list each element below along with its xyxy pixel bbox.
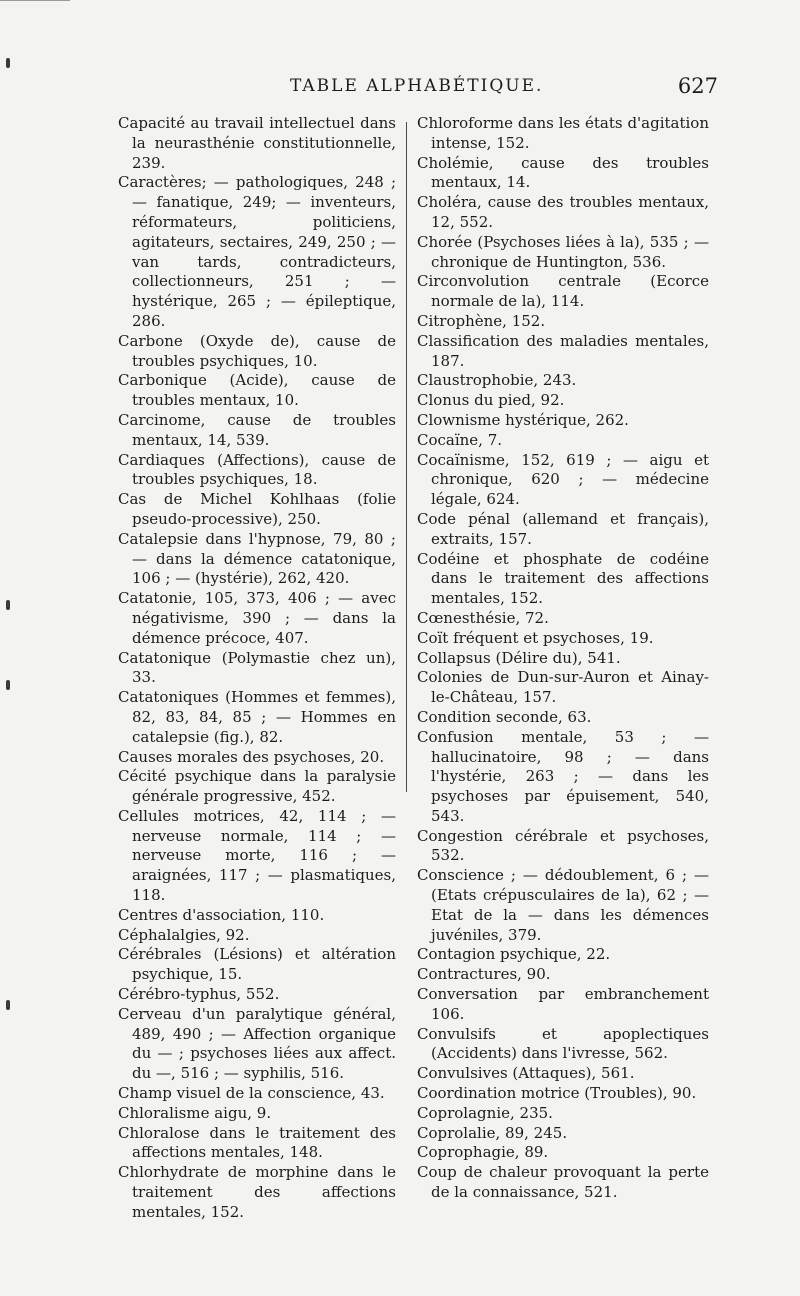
index-entry: Catalepsie dans l'hypnose, 79, 80 ; — dans la démence catatonique, 106 ; — (hystérie), 262, 420. bbox=[118, 529, 396, 588]
scan-edge-mark bbox=[6, 680, 10, 690]
index-column-right bbox=[417, 114, 709, 1203]
index-entry: Chorée (Psychoses liées à la), 535 ; — chronique de Huntington, 536. bbox=[417, 232, 709, 271]
index-entry: Clownisme hystérique, 262. bbox=[417, 410, 629, 429]
index-entry: Citrophène, 152. bbox=[417, 311, 546, 330]
index-entry: Code pénal (allemand et français), extraits, 157. bbox=[417, 509, 709, 548]
index-entry: Carcinome, cause de troubles mentaux, 14, 539. bbox=[118, 410, 396, 449]
index-entry: Convulsifs et apoplectiques (Accidents) dans l'ivresse, 562. bbox=[417, 1024, 709, 1063]
page-header bbox=[0, 72, 800, 106]
index-entry: Cocaïne, 7. bbox=[417, 430, 503, 449]
scan-edge-mark bbox=[6, 600, 10, 610]
index-entry: Confusion mentale, 53 ; — hallucinatoire, 98 ; — dans l'hystérie, 263 ; — dans les psychoses par épuisement, 540, 543. bbox=[417, 727, 709, 825]
running-title: TABLE ALPHABÉTIQUE. bbox=[290, 76, 544, 96]
index-entry: Convulsives (Attaques), 561. bbox=[417, 1064, 635, 1083]
index-entry: Carbonique (Acide), cause de troubles mentaux, 10. bbox=[118, 371, 396, 410]
index-entry: Champ visuel de la conscience, 43. bbox=[118, 1084, 385, 1103]
index-entry: Catatonie, 105, 373, 406 ; — avec négativisme, 390 ; — dans la démence précoce, 407. bbox=[118, 589, 396, 647]
index-entry: Codéine et phosphate de codéine dans le traitement des affections mentales, 152. bbox=[417, 549, 709, 608]
index-entry: Caractères; — pathologiques, 248 ; — fanatique, 249; — inventeurs, réformateurs, politiciens, agitateurs, sectaires, 249, 250 ; — van tards, contradicteurs, collectionneurs, 251 ; — hystérique, 265 ; — épileptique, 286. bbox=[118, 173, 396, 330]
scan-edge-mark bbox=[6, 1000, 10, 1010]
index-entry: Cécité psychique dans la paralysie générale progressive, 452. bbox=[118, 767, 396, 806]
index-entry: Cocaïnisme, 152, 619 ; — aigu et chronique, 620 ; — médecine légale, 624. bbox=[417, 450, 709, 509]
index-entry: Conversation par embranchement 106. bbox=[417, 985, 709, 1023]
index-entry: Chloroforme dans les états d'agitation intense, 152. bbox=[417, 114, 709, 152]
index-entry: Coprolalie, 89, 245. bbox=[417, 1123, 568, 1142]
index-entry: Céphalalgies, 92. bbox=[118, 925, 250, 944]
index-entry: Choléra, cause des troubles mentaux, 12, 552. bbox=[417, 193, 709, 231]
index-entry: Cholémie, cause des troubles mentaux, 14. bbox=[417, 153, 709, 192]
index-entry: Chloralose dans le traitement des affections mentales, 148. bbox=[118, 1123, 396, 1162]
index-entry: Cœnesthésie, 72. bbox=[417, 608, 549, 627]
index-entry: Chlorhydrate de morphine dans le traitement des affections mentales, 152. bbox=[118, 1163, 396, 1221]
index-entry: Coprolagnie, 235. bbox=[417, 1103, 553, 1122]
index-entry: Cerveau d'un paralytique général, 489, 490 ; — Affection organique du — ; psychoses liées aux affect. du —, 516 ; — syphilis, 516. bbox=[118, 1004, 396, 1083]
index-entry: Carbone (Oxyde de), cause de troubles psychiques, 10. bbox=[118, 331, 396, 370]
column-divider bbox=[406, 122, 407, 792]
index-entry: Congestion cérébrale et psychoses, 532. bbox=[417, 826, 709, 865]
index-entry: Cérébrales (Lésions) et altération psychique, 15. bbox=[118, 945, 396, 984]
index-entry: Collapsus (Délire du), 541. bbox=[417, 648, 621, 667]
index-column-left bbox=[118, 114, 396, 1223]
index-entry: Coprophagie, 89. bbox=[417, 1143, 549, 1162]
index-entry: Catatonique (Polymastie chez un), 33. bbox=[118, 648, 396, 687]
index-entry: Centres d'association, 110. bbox=[118, 905, 325, 924]
index-entry: Contagion psychique, 22. bbox=[417, 945, 611, 964]
index-entry: Cardiaques (Affections), cause de troubles psychiques, 18. bbox=[118, 450, 396, 489]
index-entry: Capacité au travail intellectuel dans la neurasthénie constitutionnelle, 239. bbox=[118, 114, 396, 172]
index-entry: Catatoniques (Hommes et femmes), 82, 83, 84, 85 ; — Hommes en catalepsie (fig.), 82. bbox=[118, 688, 396, 746]
index-entry: Cellules motrices, 42, 114 ; — nerveuse normale, 114 ; — nerveuse morte, 116 ; — araignées, 117 ; — plasmatiques, 118. bbox=[118, 806, 396, 905]
index-entry: Classification des maladies mentales, 187. bbox=[417, 331, 709, 370]
index-entry: Condition seconde, 63. bbox=[417, 707, 592, 726]
index-entry: Coït fréquent et psychoses, 19. bbox=[417, 628, 654, 647]
index-entry: Claustrophobie, 243. bbox=[417, 371, 577, 390]
scan-edge-mark bbox=[6, 58, 10, 68]
index-entry: Cas de Michel Kohlhaas (folie pseudo-processive), 250. bbox=[118, 490, 396, 528]
page-number: 627 bbox=[677, 74, 718, 98]
index-entry: Colonies de Dun-sur-Auron et Ainay-le-Château, 157. bbox=[417, 668, 709, 707]
index-entry: Causes morales des psychoses, 20. bbox=[118, 747, 385, 766]
index-entry: Conscience ; — dédoublement, 6 ; — (Etats crépusculaires de la), 62 ; — Etat de la — dans les démences juvéniles, 379. bbox=[417, 866, 709, 944]
index-entry: Contractures, 90. bbox=[417, 965, 551, 984]
index-entry: Coordination motrice (Troubles), 90. bbox=[417, 1084, 697, 1103]
scan-edge-line bbox=[0, 0, 70, 1]
index-entry: Coup de chaleur provoquant la perte de la connaissance, 521. bbox=[417, 1163, 709, 1202]
index-entry: Cérébro-typhus, 552. bbox=[118, 985, 280, 1004]
index-entry: Circonvolution centrale (Ecorce normale de la), 114. bbox=[417, 272, 709, 311]
index-entry: Chloralisme aigu, 9. bbox=[118, 1103, 272, 1122]
index-entry: Clonus du pied, 92. bbox=[417, 391, 565, 410]
